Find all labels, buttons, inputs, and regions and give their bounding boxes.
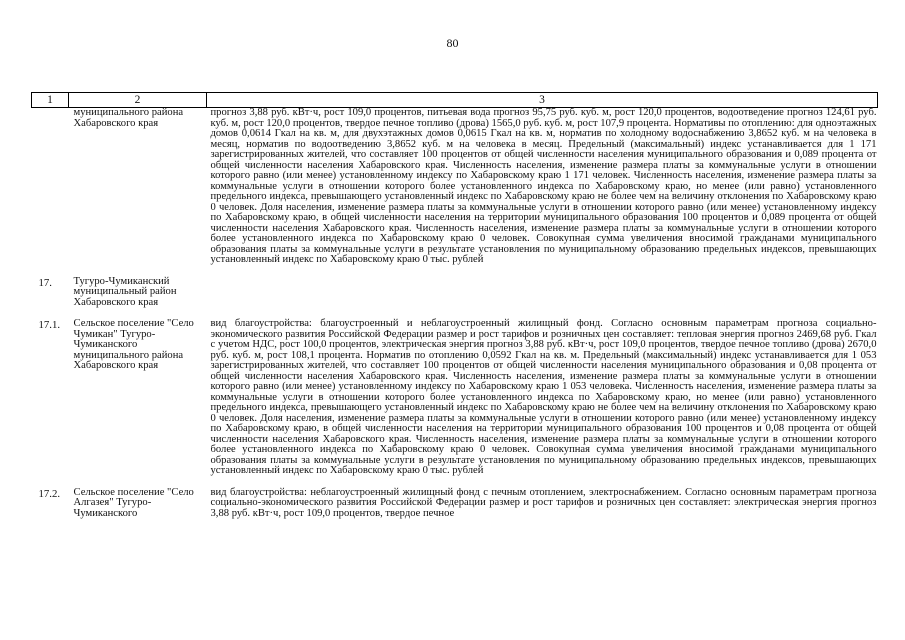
table-row <box>32 488 878 520</box>
row-number: 17.1. <box>38 319 61 331</box>
tariff-description: прогноз 3,88 руб. кВт·ч, рост 109,0 процентов, питьевая вода прогноз 95,75 руб. куб. м, рост 120,0 процентов, водоотведение прогноз 124,61 руб. куб. м, рост 120,0 процентов, твердое печное топливо (дрова) 1565,0 руб. куб. м, рост 107,9 процента. Нормативы по отоплению: для одноэтажных домов 0,0614 Гкал на кв. м, для двухэтажных домов 0,0615 Гкал на кв. м, норматив по холодному водоснабжению 3,8652 куб. м на человека в месяц, норматив по водоотведению 3,8652 куб. м на человека в месяц. Предельный (максимальный) индекс устанавливается для 1 171 зарегистрированных жителей, что составляет 100 процентов от общей численности населения муниципального образования и 0,089 процента от общей численности населения Хабаровского края. Численность населения, изменение размера платы за коммунальные услуги в отношении которого равно (или менее) установленному индексу по Хабаровскому краю 1 171 человек. Численность населения, изменение размера платы за коммунальные услуги в отношении которого более установленного индекса по Хабаровскому краю, но менее (или равно) установленного предельного индекса, превышающего установленный индекс по Хабаровскому краю не более чем на величину отклонения по Хабаровскому краю 0 человек. Доля населения, изменение размера платы за коммунальные услуги в отношении которого равно (или менее) установленному индексу по Хабаровскому краю, в общей численности населения на территории муниципального образования 100 процентов и 0,089 процента от общей численности населения Хабаровского края. Численность населения, изменение размера платы за коммунальные услуги в отношении которого более установленного индекса по Хабаровскому краю 0 человек. Совокупная сумма увеличения вносимой гражданами муниципального образования платы за коммунальные услуги в результате установления по муниципальному образованию предельных индексов, превышающих установленный индекс по Хабаровскому краю 0 тыс. рублей <box>210 107 877 265</box>
column-header-3: 3 <box>207 93 878 108</box>
municipality-name: Сельское поселение "Село Чумикан" Тугуро-Чумиканского муниципального района Хабаровского края <box>73 318 194 371</box>
tariff-description: вид благоустройства: неблагоустроенный жилищный фонд с печным отоплением, электроснабжением. Согласно основным параметрам прогноза социально-экономического развития Российской Федерации размер и рост тарифов и розничных цен составляет: электрическая энергия прогноз 3,88 руб. кВт·ч, рост 109,0 процентов, твердое печное <box>210 486 877 519</box>
table-row <box>32 277 878 309</box>
column-header-2: 2 <box>69 93 207 108</box>
row-number: 17. <box>38 276 52 289</box>
tariff-description: вид благоустройства: благоустроенный и неблагоустроенный жилищный фонд. Согласно основным параметрам прогноза социально-экономического развития Российской Федерации размер и рост тарифов и розничных цен составляет: тепловая энергия прогноз 2469,68 руб. Гкал с учетом НДС, рост 100,0 процентов, электрическая энергия прогноз 3,88 руб. кВт·ч, рост 109,0 процентов, твердое печное топливо (дрова) 2670,0 руб. куб. м, рост 108,1 процента. Норматив по отоплению 0,0592 Гкал на кв. м. Предельный (максимальный) индекс устанавливается для 1 053 зарегистрированных жителей, что составляет 100 процентов от общей численности населения муниципального образования и 0,08 процента от общей численности населения Хабаровского края. Численность населения, изменение размера платы за коммунальные услуги в отношении которого равно (или менее) установленному индексу по Хабаровскому краю 1 053 человека. Численность населения, изменение размера платы за коммунальные услуги в отношении которого более установленного индекса по Хабаровскому краю, но менее (или равно) установленного предельного индекса, превышающего установленный индекс по Хабаровскому краю не более чем на величину отклонения по Хабаровскому краю 0 человек. Доля населения, изменение размера платы за коммунальные услуги в отношении которого равно (или менее) установленному индексу по Хабаровскому краю, в общей численности населения на территории муниципального образования 100 процентов и 0,08 процента от общей численности населения Хабаровского края. Численность населения, изменение размера платы за коммунальные услуги в отношении которого более установленного индекса по Хабаровскому краю 0 человек. Совокупная сумма увеличения вносимой гражданами муниципального образования платы за коммунальные услуги в результате установления по муниципальному образованию предельных индексов, превышающих установленный индекс по Хабаровскому краю 0 тыс. рублей <box>210 318 877 476</box>
row-number <box>32 108 69 266</box>
page-number: 80 <box>446 36 459 50</box>
column-header-1: 1 <box>32 93 69 108</box>
table-header-row <box>32 93 878 108</box>
municipality-name: Сельское поселение "Село Алгазея" Тугуро-Чумиканского <box>73 486 194 519</box>
municipality-name: Тугуро-Чумиканский муниципальный район Хабаровского края <box>73 275 177 308</box>
tariff-description <box>207 277 878 309</box>
tariff-table <box>31 92 878 519</box>
municipality-name: муниципального района Хабаровского края <box>73 107 184 129</box>
table-row <box>32 319 878 477</box>
row-number: 17.2. <box>38 487 61 500</box>
table-row <box>32 108 878 266</box>
